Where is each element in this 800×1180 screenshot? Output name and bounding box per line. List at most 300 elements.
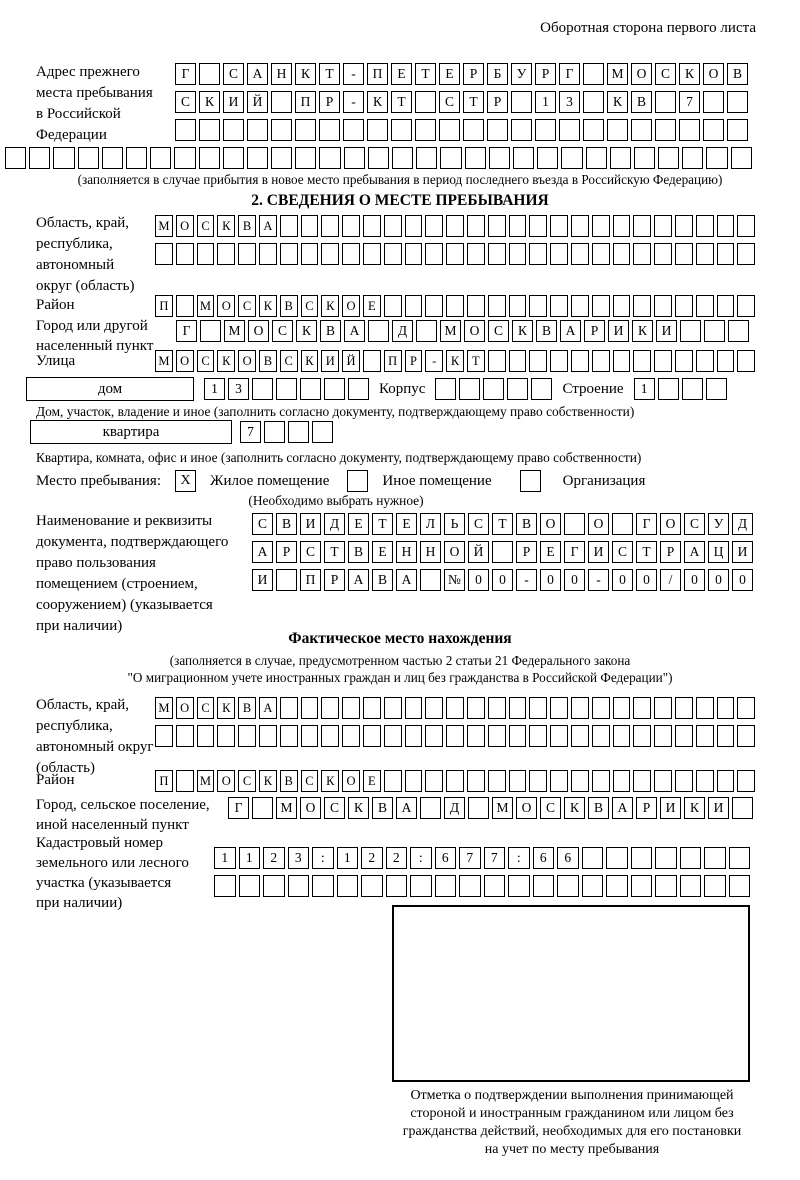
char-cell[interactable]: В xyxy=(276,513,297,535)
char-cell[interactable]: 0 xyxy=(636,569,657,591)
char-cell[interactable]: М xyxy=(492,797,513,819)
char-cell[interactable]: Н xyxy=(420,541,441,563)
char-cell[interactable] xyxy=(150,147,171,169)
char-cell[interactable] xyxy=(613,243,631,265)
char-cell[interactable]: С xyxy=(238,295,256,317)
char-cell[interactable] xyxy=(368,147,389,169)
char-cell[interactable] xyxy=(247,147,268,169)
char-cell[interactable]: Р xyxy=(324,569,345,591)
fact-oblast-row-2[interactable] xyxy=(155,725,755,747)
char-cell[interactable] xyxy=(731,147,752,169)
char-cell[interactable]: О xyxy=(300,797,321,819)
char-cell[interactable] xyxy=(550,697,568,719)
char-cell[interactable] xyxy=(717,215,735,237)
char-cell[interactable] xyxy=(488,770,506,792)
char-cell[interactable]: 2 xyxy=(263,847,285,869)
char-cell[interactable] xyxy=(459,378,480,400)
char-cell[interactable]: О xyxy=(703,63,724,85)
char-cell[interactable]: Т xyxy=(492,513,513,535)
char-cell[interactable]: С xyxy=(197,350,215,372)
char-cell[interactable] xyxy=(675,295,693,317)
char-cell[interactable] xyxy=(513,147,534,169)
char-cell[interactable]: № xyxy=(444,569,465,591)
char-cell[interactable] xyxy=(126,147,147,169)
char-cell[interactable] xyxy=(675,243,693,265)
char-cell[interactable] xyxy=(729,847,751,869)
char-cell[interactable] xyxy=(384,770,402,792)
char-cell[interactable]: Т xyxy=(391,91,412,113)
char-cell[interactable]: Т xyxy=(415,63,436,85)
char-cell[interactable] xyxy=(199,119,220,141)
char-cell[interactable] xyxy=(583,119,604,141)
char-cell[interactable] xyxy=(217,243,235,265)
char-cell[interactable]: С xyxy=(612,541,633,563)
char-cell[interactable] xyxy=(252,378,273,400)
char-cell[interactable] xyxy=(717,697,735,719)
char-cell[interactable] xyxy=(592,770,610,792)
char-cell[interactable] xyxy=(613,697,631,719)
char-cell[interactable] xyxy=(633,697,651,719)
char-cell[interactable] xyxy=(564,513,585,535)
char-cell[interactable] xyxy=(550,725,568,747)
char-cell[interactable] xyxy=(176,243,194,265)
char-cell[interactable] xyxy=(410,875,432,897)
char-cell[interactable] xyxy=(405,697,423,719)
char-cell[interactable]: Б xyxy=(487,63,508,85)
char-cell[interactable] xyxy=(492,541,513,563)
char-cell[interactable] xyxy=(509,243,527,265)
char-cell[interactable] xyxy=(571,295,589,317)
char-cell[interactable]: О xyxy=(464,320,485,342)
char-cell[interactable]: 2 xyxy=(386,847,408,869)
char-cell[interactable]: : xyxy=(312,847,334,869)
char-cell[interactable]: И xyxy=(660,797,681,819)
char-cell[interactable] xyxy=(592,295,610,317)
char-cell[interactable]: И xyxy=(588,541,609,563)
char-cell[interactable] xyxy=(415,91,436,113)
char-cell[interactable]: К xyxy=(632,320,653,342)
document-row-3[interactable] xyxy=(252,569,753,591)
s2-ulitsa-row[interactable] xyxy=(155,350,755,372)
char-cell[interactable] xyxy=(363,725,381,747)
char-cell[interactable]: 1 xyxy=(535,91,556,113)
char-cell[interactable] xyxy=(337,875,359,897)
char-cell[interactable] xyxy=(717,725,735,747)
char-cell[interactable] xyxy=(467,725,485,747)
char-cell[interactable]: К xyxy=(512,320,533,342)
char-cell[interactable] xyxy=(675,350,693,372)
kadastr-row-2[interactable] xyxy=(214,875,750,897)
char-cell[interactable] xyxy=(571,725,589,747)
s2-oblast-row-1[interactable] xyxy=(155,215,755,237)
char-cell[interactable]: К xyxy=(199,91,220,113)
char-cell[interactable]: О xyxy=(176,215,194,237)
char-cell[interactable]: 0 xyxy=(684,569,705,591)
char-cell[interactable] xyxy=(405,295,423,317)
char-cell[interactable] xyxy=(509,697,527,719)
char-cell[interactable] xyxy=(654,215,672,237)
char-cell[interactable]: И xyxy=(732,541,753,563)
char-cell[interactable]: О xyxy=(176,697,194,719)
char-cell[interactable] xyxy=(344,147,365,169)
char-cell[interactable]: У xyxy=(511,63,532,85)
char-cell[interactable]: 0 xyxy=(492,569,513,591)
char-cell[interactable] xyxy=(737,697,755,719)
char-cell[interactable]: Е xyxy=(363,770,381,792)
char-cell[interactable] xyxy=(737,215,755,237)
char-cell[interactable] xyxy=(446,697,464,719)
document-row-2[interactable] xyxy=(252,541,753,563)
char-cell[interactable] xyxy=(321,215,339,237)
char-cell[interactable]: О xyxy=(588,513,609,535)
char-cell[interactable]: - xyxy=(516,569,537,591)
char-cell[interactable] xyxy=(613,350,631,372)
char-cell[interactable]: К xyxy=(564,797,585,819)
char-cell[interactable] xyxy=(467,770,485,792)
char-cell[interactable] xyxy=(288,875,310,897)
prev-address-row-1[interactable] xyxy=(175,63,748,85)
char-cell[interactable]: Е xyxy=(372,541,393,563)
char-cell[interactable] xyxy=(633,725,651,747)
char-cell[interactable]: Е xyxy=(391,63,412,85)
char-cell[interactable]: И xyxy=(321,350,339,372)
char-cell[interactable] xyxy=(342,697,360,719)
char-cell[interactable] xyxy=(529,215,547,237)
char-cell[interactable] xyxy=(655,875,677,897)
char-cell[interactable] xyxy=(571,770,589,792)
char-cell[interactable] xyxy=(384,243,402,265)
char-cell[interactable] xyxy=(529,243,547,265)
char-cell[interactable] xyxy=(301,697,319,719)
char-cell[interactable]: К xyxy=(679,63,700,85)
char-cell[interactable] xyxy=(271,119,292,141)
char-cell[interactable] xyxy=(557,875,579,897)
char-cell[interactable] xyxy=(696,215,714,237)
char-cell[interactable] xyxy=(706,147,727,169)
char-cell[interactable]: А xyxy=(247,63,268,85)
fact-oblast-row-1[interactable] xyxy=(155,697,755,719)
char-cell[interactable] xyxy=(737,350,755,372)
char-cell[interactable] xyxy=(682,147,703,169)
char-cell[interactable]: С xyxy=(175,91,196,113)
char-cell[interactable]: К xyxy=(259,770,277,792)
char-cell[interactable] xyxy=(631,875,653,897)
char-cell[interactable] xyxy=(361,875,383,897)
char-cell[interactable] xyxy=(348,378,369,400)
char-cell[interactable] xyxy=(416,147,437,169)
residential-premises-checkbox[interactable]: X xyxy=(175,470,196,492)
char-cell[interactable] xyxy=(384,215,402,237)
char-cell[interactable] xyxy=(174,147,195,169)
char-cell[interactable] xyxy=(592,350,610,372)
char-cell[interactable]: Д xyxy=(444,797,465,819)
char-cell[interactable]: П xyxy=(295,91,316,113)
char-cell[interactable]: И xyxy=(608,320,629,342)
char-cell[interactable] xyxy=(655,91,676,113)
char-cell[interactable] xyxy=(392,147,413,169)
char-cell[interactable]: К xyxy=(217,697,235,719)
char-cell[interactable] xyxy=(363,215,381,237)
char-cell[interactable]: Г xyxy=(228,797,249,819)
char-cell[interactable] xyxy=(425,243,443,265)
char-cell[interactable]: Р xyxy=(535,63,556,85)
char-cell[interactable] xyxy=(263,875,285,897)
char-cell[interactable]: А xyxy=(396,569,417,591)
char-cell[interactable] xyxy=(435,378,456,400)
char-cell[interactable] xyxy=(435,875,457,897)
s2-gorod-row[interactable] xyxy=(176,320,749,342)
char-cell[interactable] xyxy=(446,243,464,265)
char-cell[interactable]: - xyxy=(588,569,609,591)
char-cell[interactable] xyxy=(550,350,568,372)
char-cell[interactable] xyxy=(704,320,725,342)
char-cell[interactable] xyxy=(550,243,568,265)
char-cell[interactable]: К xyxy=(296,320,317,342)
char-cell[interactable]: О xyxy=(540,513,561,535)
fact-raion-row[interactable] xyxy=(155,770,755,792)
char-cell[interactable]: М xyxy=(197,295,215,317)
prev-address-row-4[interactable] xyxy=(5,147,752,169)
char-cell[interactable]: Н xyxy=(271,63,292,85)
char-cell[interactable] xyxy=(488,295,506,317)
char-cell[interactable]: Е xyxy=(363,295,381,317)
char-cell[interactable]: - xyxy=(343,63,364,85)
char-cell[interactable]: 1 xyxy=(204,378,225,400)
char-cell[interactable]: 0 xyxy=(540,569,561,591)
char-cell[interactable] xyxy=(633,770,651,792)
char-cell[interactable] xyxy=(416,320,437,342)
char-cell[interactable]: П xyxy=(367,63,388,85)
char-cell[interactable] xyxy=(737,243,755,265)
char-cell[interactable] xyxy=(446,725,464,747)
char-cell[interactable] xyxy=(533,875,555,897)
char-cell[interactable] xyxy=(415,119,436,141)
prev-address-row-2[interactable] xyxy=(175,91,748,113)
char-cell[interactable] xyxy=(319,147,340,169)
char-cell[interactable] xyxy=(696,770,714,792)
char-cell[interactable] xyxy=(446,770,464,792)
char-cell[interactable] xyxy=(259,725,277,747)
char-cell[interactable] xyxy=(654,725,672,747)
char-cell[interactable] xyxy=(655,847,677,869)
char-cell[interactable] xyxy=(728,320,749,342)
kadastr-row-1[interactable] xyxy=(214,847,750,869)
char-cell[interactable]: 3 xyxy=(228,378,249,400)
char-cell[interactable]: Й xyxy=(468,541,489,563)
char-cell[interactable] xyxy=(507,378,528,400)
char-cell[interactable]: 1 xyxy=(239,847,261,869)
char-cell[interactable]: 7 xyxy=(484,847,506,869)
char-cell[interactable] xyxy=(706,378,727,400)
char-cell[interactable] xyxy=(295,147,316,169)
char-cell[interactable] xyxy=(342,725,360,747)
char-cell[interactable] xyxy=(321,243,339,265)
char-cell[interactable] xyxy=(301,215,319,237)
char-cell[interactable]: К xyxy=(217,350,235,372)
char-cell[interactable] xyxy=(633,215,651,237)
char-cell[interactable] xyxy=(654,243,672,265)
char-cell[interactable]: С xyxy=(280,350,298,372)
char-cell[interactable] xyxy=(571,243,589,265)
char-cell[interactable] xyxy=(280,243,298,265)
char-cell[interactable] xyxy=(634,147,655,169)
char-cell[interactable] xyxy=(592,725,610,747)
char-cell[interactable]: О xyxy=(217,295,235,317)
char-cell[interactable] xyxy=(312,875,334,897)
char-cell[interactable]: Т xyxy=(463,91,484,113)
char-cell[interactable]: 6 xyxy=(533,847,555,869)
char-cell[interactable]: Р xyxy=(405,350,423,372)
char-cell[interactable] xyxy=(252,797,273,819)
char-cell[interactable]: С xyxy=(301,770,319,792)
char-cell[interactable]: В xyxy=(320,320,341,342)
char-cell[interactable]: Н xyxy=(396,541,417,563)
char-cell[interactable] xyxy=(583,91,604,113)
char-cell[interactable] xyxy=(529,770,547,792)
char-cell[interactable]: С xyxy=(540,797,561,819)
char-cell[interactable]: И xyxy=(708,797,729,819)
char-cell[interactable]: П xyxy=(384,350,402,372)
char-cell[interactable] xyxy=(696,243,714,265)
char-cell[interactable]: С xyxy=(324,797,345,819)
char-cell[interactable]: В xyxy=(536,320,557,342)
char-cell[interactable]: А xyxy=(344,320,365,342)
char-cell[interactable]: Т xyxy=(372,513,393,535)
char-cell[interactable] xyxy=(680,875,702,897)
char-cell[interactable] xyxy=(509,350,527,372)
char-cell[interactable] xyxy=(197,725,215,747)
char-cell[interactable]: К xyxy=(259,295,277,317)
char-cell[interactable]: В xyxy=(238,215,256,237)
char-cell[interactable]: К xyxy=(321,295,339,317)
char-cell[interactable]: : xyxy=(508,847,530,869)
char-cell[interactable] xyxy=(446,295,464,317)
char-cell[interactable] xyxy=(483,378,504,400)
document-row-1[interactable] xyxy=(252,513,753,535)
char-cell[interactable]: О xyxy=(248,320,269,342)
char-cell[interactable]: А xyxy=(684,541,705,563)
char-cell[interactable]: С xyxy=(197,215,215,237)
char-cell[interactable] xyxy=(384,697,402,719)
char-cell[interactable] xyxy=(301,243,319,265)
char-cell[interactable]: С xyxy=(468,513,489,535)
char-cell[interactable]: И xyxy=(300,513,321,535)
char-cell[interactable] xyxy=(509,725,527,747)
char-cell[interactable]: С xyxy=(301,295,319,317)
char-cell[interactable]: Г xyxy=(176,320,197,342)
char-cell[interactable] xyxy=(288,421,309,443)
char-cell[interactable] xyxy=(102,147,123,169)
char-cell[interactable] xyxy=(217,725,235,747)
char-cell[interactable]: А xyxy=(259,697,277,719)
char-cell[interactable]: О xyxy=(238,350,256,372)
char-cell[interactable] xyxy=(559,119,580,141)
char-cell[interactable] xyxy=(199,147,220,169)
char-cell[interactable] xyxy=(280,697,298,719)
char-cell[interactable]: Е xyxy=(396,513,417,535)
char-cell[interactable] xyxy=(509,215,527,237)
char-cell[interactable]: 2 xyxy=(361,847,383,869)
char-cell[interactable] xyxy=(425,725,443,747)
char-cell[interactable] xyxy=(280,215,298,237)
char-cell[interactable]: В xyxy=(516,513,537,535)
char-cell[interactable] xyxy=(488,697,506,719)
fact-gorod-row[interactable] xyxy=(228,797,753,819)
char-cell[interactable] xyxy=(631,847,653,869)
stroenie-cells[interactable] xyxy=(634,378,727,400)
char-cell[interactable] xyxy=(368,320,389,342)
char-cell[interactable] xyxy=(488,215,506,237)
char-cell[interactable] xyxy=(405,243,423,265)
char-cell[interactable]: 0 xyxy=(564,569,585,591)
char-cell[interactable] xyxy=(679,119,700,141)
char-cell[interactable] xyxy=(592,697,610,719)
char-cell[interactable]: Г xyxy=(564,541,585,563)
char-cell[interactable] xyxy=(175,119,196,141)
char-cell[interactable]: К xyxy=(684,797,705,819)
char-cell[interactable] xyxy=(439,119,460,141)
char-cell[interactable]: В xyxy=(259,350,277,372)
char-cell[interactable] xyxy=(342,215,360,237)
char-cell[interactable] xyxy=(5,147,26,169)
char-cell[interactable] xyxy=(696,295,714,317)
char-cell[interactable]: П xyxy=(155,770,173,792)
char-cell[interactable] xyxy=(511,91,532,113)
char-cell[interactable]: С xyxy=(655,63,676,85)
char-cell[interactable]: К xyxy=(446,350,464,372)
char-cell[interactable] xyxy=(425,770,443,792)
char-cell[interactable]: Е xyxy=(348,513,369,535)
char-cell[interactable]: П xyxy=(155,295,173,317)
char-cell[interactable]: Р xyxy=(636,797,657,819)
char-cell[interactable]: П xyxy=(300,569,321,591)
apartment-number-cells[interactable] xyxy=(240,421,333,443)
char-cell[interactable]: Р xyxy=(660,541,681,563)
char-cell[interactable] xyxy=(675,215,693,237)
char-cell[interactable] xyxy=(301,725,319,747)
char-cell[interactable] xyxy=(658,378,679,400)
char-cell[interactable]: К xyxy=(348,797,369,819)
char-cell[interactable] xyxy=(571,350,589,372)
char-cell[interactable] xyxy=(606,847,628,869)
char-cell[interactable] xyxy=(425,295,443,317)
char-cell[interactable]: В xyxy=(348,541,369,563)
char-cell[interactable] xyxy=(223,147,244,169)
char-cell[interactable]: М xyxy=(155,697,173,719)
char-cell[interactable] xyxy=(537,147,558,169)
char-cell[interactable]: Р xyxy=(516,541,537,563)
char-cell[interactable]: 0 xyxy=(732,569,753,591)
char-cell[interactable] xyxy=(717,770,735,792)
char-cell[interactable] xyxy=(489,147,510,169)
char-cell[interactable] xyxy=(467,697,485,719)
char-cell[interactable] xyxy=(386,875,408,897)
char-cell[interactable] xyxy=(592,215,610,237)
char-cell[interactable] xyxy=(312,421,333,443)
char-cell[interactable] xyxy=(633,350,651,372)
char-cell[interactable]: А xyxy=(259,215,277,237)
char-cell[interactable] xyxy=(606,875,628,897)
char-cell[interactable] xyxy=(571,215,589,237)
char-cell[interactable] xyxy=(509,295,527,317)
char-cell[interactable] xyxy=(420,797,441,819)
char-cell[interactable] xyxy=(468,797,489,819)
char-cell[interactable] xyxy=(405,215,423,237)
char-cell[interactable]: И xyxy=(223,91,244,113)
char-cell[interactable] xyxy=(582,875,604,897)
char-cell[interactable] xyxy=(425,215,443,237)
char-cell[interactable]: А xyxy=(396,797,417,819)
